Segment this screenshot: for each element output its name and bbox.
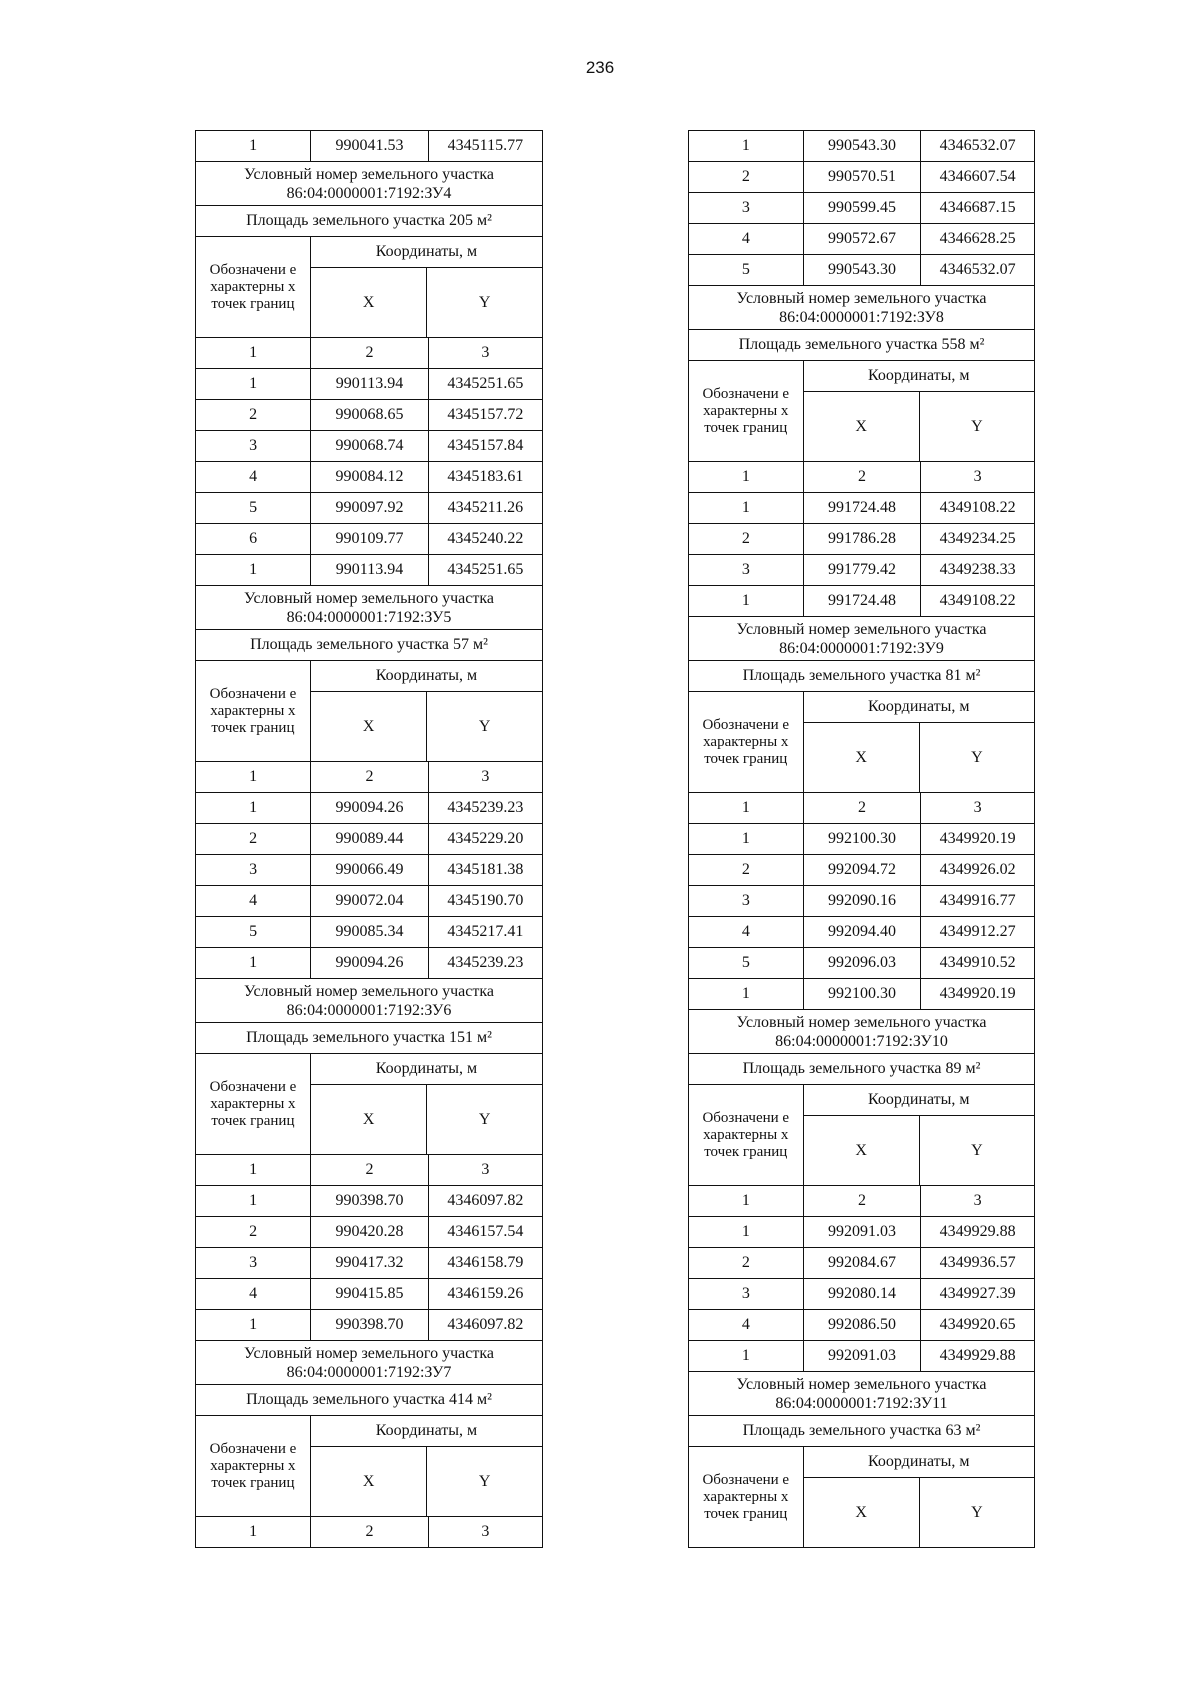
table-row <box>196 1217 542 1248</box>
parcel-title-label: Условный номер земельного участка <box>736 1375 987 1393</box>
point-number: 3 <box>741 199 750 216</box>
y-header: Y <box>919 1116 1034 1185</box>
coordinate-x: 990084.12 <box>310 462 428 492</box>
column-number: 1 <box>741 1192 750 1209</box>
point-number: 1 <box>741 137 750 154</box>
coordinate-y: 4349920.65 <box>920 1310 1034 1340</box>
parcel-title <box>196 586 542 629</box>
table-row <box>196 1186 542 1217</box>
coordinate-x: 992084.67 <box>803 1248 920 1278</box>
coordinates-header-label: Координаты, м <box>311 661 542 692</box>
column-number-row <box>196 1155 542 1186</box>
y-header: Y <box>919 392 1034 461</box>
table-row <box>689 555 1034 586</box>
coordinate-x: 991724.48 <box>803 586 920 616</box>
coordinate-x: 990420.28 <box>310 1217 428 1247</box>
coordinate-y: 4346158.79 <box>428 1248 542 1278</box>
table-row <box>689 1248 1034 1279</box>
coordinate-y: 4345157.72 <box>428 400 542 430</box>
column-number-row <box>689 793 1034 824</box>
coordinate-y: 4349916.77 <box>920 886 1034 916</box>
column-number-row <box>196 1517 542 1548</box>
coordinates-header <box>689 1085 1034 1186</box>
x-header: X <box>855 1141 867 1159</box>
column-number: 2 <box>310 1155 428 1185</box>
point-designation-header: Обозначени е характерны х точек границ <box>702 1109 790 1160</box>
point-number: 1 <box>249 1316 258 1333</box>
column-number: 2 <box>310 762 428 792</box>
column-number-row <box>196 762 542 793</box>
parcel-title <box>196 162 542 205</box>
coordinate-x: 992100.30 <box>803 824 920 854</box>
coordinate-y: 4349929.88 <box>920 1341 1034 1371</box>
point-designation-header: Обозначени е характерны х точек границ <box>702 1471 790 1522</box>
coordinates-header-group <box>310 1054 542 1154</box>
coordinate-x: 992094.40 <box>803 917 920 947</box>
coordinate-x: 990109.77 <box>310 524 428 554</box>
parcel-area: Площадь земельного участка 89 м² <box>742 1060 981 1077</box>
column-number-row <box>689 462 1034 493</box>
parcel-area: Площадь земельного участка 558 м² <box>738 336 985 353</box>
coordinate-x: 990066.49 <box>310 855 428 885</box>
parcel-title-label: Условный номер земельного участка <box>736 1013 987 1031</box>
coordinate-y: 4345239.23 <box>428 948 542 978</box>
table-row <box>196 462 542 493</box>
table-row <box>196 555 542 586</box>
point-number: 6 <box>249 530 258 547</box>
y-header: Y <box>426 692 542 761</box>
point-number: 1 <box>249 375 258 392</box>
table-row <box>689 131 1034 162</box>
parcel-title-row <box>689 1010 1034 1054</box>
parcel-area-row <box>689 661 1034 692</box>
parcel-area: Площадь земельного участка 414 м² <box>246 1391 492 1408</box>
coordinate-y: 4346157.54 <box>428 1217 542 1247</box>
cadastral-number: 86:04:0000001:7192:ЗУ5 <box>286 608 452 626</box>
table-row <box>196 1310 542 1341</box>
coordinates-header <box>196 1416 542 1517</box>
point-number: 3 <box>741 561 750 578</box>
column-number: 3 <box>428 762 542 792</box>
point-number: 1 <box>741 830 750 847</box>
table-row <box>196 886 542 917</box>
parcel-title-label: Условный номер земельного участка <box>244 1344 494 1362</box>
point-number: 4 <box>249 892 258 909</box>
parcel-title-label: Условный номер земельного участка <box>244 589 494 607</box>
page-number: 236 <box>585 58 615 77</box>
xy-header <box>804 723 1034 792</box>
xy-header <box>311 692 542 761</box>
parcel-title <box>196 1341 542 1384</box>
coordinates-header-group <box>803 692 1034 792</box>
table-row <box>689 493 1034 524</box>
column-number-row <box>689 1186 1034 1217</box>
column-number: 1 <box>249 768 258 785</box>
parcel-title-row <box>196 979 542 1023</box>
parcel-title-label: Условный номер земельного участка <box>736 620 987 638</box>
parcel-area-row <box>196 206 542 237</box>
point-number: 4 <box>741 230 750 247</box>
coordinates-table-right <box>688 130 1035 1548</box>
x-header: X <box>362 1472 375 1490</box>
coordinate-y: 4346607.54 <box>920 162 1034 192</box>
cadastral-number: 86:04:0000001:7192:ЗУ6 <box>286 1001 452 1019</box>
coordinate-y: 4349920.19 <box>920 979 1034 1009</box>
coordinate-y: 4345240.22 <box>428 524 542 554</box>
coordinate-y: 4349926.02 <box>920 855 1034 885</box>
table-row <box>196 1248 542 1279</box>
coordinate-x: 992091.03 <box>803 1217 920 1247</box>
parcel-title-label: Условный номер земельного участка <box>244 982 494 1000</box>
coordinates-header-label: Координаты, м <box>804 361 1034 392</box>
coordinates-header-group <box>310 661 542 761</box>
table-row <box>196 1279 542 1310</box>
coordinate-y: 4346532.07 <box>920 255 1034 285</box>
coordinate-x: 990085.34 <box>310 917 428 947</box>
table-row <box>196 793 542 824</box>
parcel-area: Площадь земельного участка 57 м² <box>250 636 488 653</box>
table-row <box>689 255 1034 286</box>
column-number: 1 <box>249 344 258 361</box>
table-row <box>689 586 1034 617</box>
column-number: 3 <box>428 1155 542 1185</box>
coordinate-x: 990094.26 <box>310 793 428 823</box>
x-header: X <box>855 1503 867 1521</box>
coordinate-x: 992090.16 <box>803 886 920 916</box>
point-number: 3 <box>741 892 750 909</box>
parcel-title <box>689 286 1034 329</box>
coordinates-header-label: Координаты, м <box>804 1447 1034 1478</box>
coordinates-header-label: Координаты, м <box>311 1416 542 1447</box>
parcel-title-row <box>689 1372 1034 1416</box>
parcel-title <box>689 1010 1034 1053</box>
coordinate-y: 4345251.65 <box>428 555 542 585</box>
coordinate-x: 990113.94 <box>310 555 428 585</box>
column-number: 3 <box>920 462 1034 492</box>
point-designation-header: Обозначени е характерны х точек границ <box>209 261 297 312</box>
cadastral-number: 86:04:0000001:7192:ЗУ10 <box>775 1032 948 1050</box>
point-number: 2 <box>741 861 750 878</box>
coordinate-x: 990094.26 <box>310 948 428 978</box>
table-row <box>689 524 1034 555</box>
coordinates-table-left <box>195 130 543 1548</box>
point-number: 5 <box>741 261 750 278</box>
coordinate-y: 4349927.39 <box>920 1279 1034 1309</box>
point-number: 1 <box>741 985 750 1002</box>
table-row <box>689 979 1034 1010</box>
coordinate-y: 4346159.26 <box>428 1279 542 1309</box>
table-row <box>689 162 1034 193</box>
coordinate-x: 990415.85 <box>310 1279 428 1309</box>
table-row <box>689 1341 1034 1372</box>
coordinate-y: 4345229.20 <box>428 824 542 854</box>
coordinate-x: 990572.67 <box>803 224 920 254</box>
parcel-area-row <box>689 330 1034 361</box>
column-number: 2 <box>310 1517 428 1547</box>
parcel-title-label: Условный номер земельного участка <box>244 165 494 183</box>
point-number: 2 <box>741 530 750 547</box>
coordinate-x: 992086.50 <box>803 1310 920 1340</box>
table-row <box>689 1310 1034 1341</box>
table-row <box>196 400 542 431</box>
point-designation-header: Обозначени е характерны х точек границ <box>702 716 790 767</box>
coordinate-x: 990398.70 <box>310 1186 428 1216</box>
column-number: 3 <box>428 1517 542 1547</box>
cadastral-number: 86:04:0000001:7192:ЗУ9 <box>779 639 944 657</box>
point-number: 1 <box>741 499 750 516</box>
coordinates-header-label: Координаты, м <box>804 692 1034 723</box>
column-number: 3 <box>920 1186 1034 1216</box>
coordinate-y: 4345181.38 <box>428 855 542 885</box>
point-number: 1 <box>741 1223 750 1240</box>
parcel-area: Площадь земельного участка 205 м² <box>246 212 492 229</box>
table-row <box>196 824 542 855</box>
coordinate-x: 990068.65 <box>310 400 428 430</box>
x-header: X <box>855 417 867 435</box>
coordinates-header <box>196 661 542 762</box>
parcel-title <box>196 979 542 1022</box>
parcel-title-row <box>196 586 542 630</box>
coordinate-x: 990113.94 <box>310 369 428 399</box>
coordinate-y: 4346532.07 <box>920 131 1034 161</box>
point-number: 5 <box>741 954 750 971</box>
xy-header <box>311 268 542 337</box>
coordinate-y: 4349108.22 <box>920 493 1034 523</box>
xy-header <box>804 1478 1034 1547</box>
parcel-area-row <box>196 630 542 661</box>
coordinates-header <box>196 237 542 338</box>
coordinates-header-group <box>310 1416 542 1516</box>
coordinate-y: 4346097.82 <box>428 1186 542 1216</box>
y-header: Y <box>919 1478 1034 1547</box>
coordinates-header <box>689 692 1034 793</box>
coordinate-x: 992096.03 <box>803 948 920 978</box>
table-row <box>689 917 1034 948</box>
parcel-title-row <box>196 162 542 206</box>
column-number: 2 <box>803 1186 920 1216</box>
point-number: 4 <box>741 923 750 940</box>
coordinate-x: 990097.92 <box>310 493 428 523</box>
coordinate-y: 4349910.52 <box>920 948 1034 978</box>
point-number: 3 <box>249 437 258 454</box>
parcel-title-label: Условный номер земельного участка <box>736 289 987 307</box>
x-header: X <box>362 293 375 311</box>
point-number: 1 <box>741 1347 750 1364</box>
coordinate-y: 4349929.88 <box>920 1217 1034 1247</box>
table-row <box>689 948 1034 979</box>
coordinate-x: 990072.04 <box>310 886 428 916</box>
coordinate-y: 4345211.26 <box>428 493 542 523</box>
coordinate-x: 990570.51 <box>803 162 920 192</box>
coordinate-x: 992094.72 <box>803 855 920 885</box>
x-header: X <box>855 748 867 766</box>
point-designation-header: Обозначени е характерны х точек границ <box>209 1078 297 1129</box>
table-row <box>196 131 542 162</box>
cadastral-number: 86:04:0000001:7192:ЗУ8 <box>779 308 944 326</box>
coordinate-x: 991786.28 <box>803 524 920 554</box>
coordinate-y: 4346097.82 <box>428 1310 542 1340</box>
point-number: 3 <box>249 861 258 878</box>
cadastral-number: 86:04:0000001:7192:ЗУ4 <box>286 184 452 202</box>
column-number: 1 <box>741 468 750 485</box>
xy-header <box>804 392 1034 461</box>
coordinate-y: 4345190.70 <box>428 886 542 916</box>
coordinates-header <box>196 1054 542 1155</box>
column-number: 2 <box>310 338 428 368</box>
coordinate-y: 4345251.65 <box>428 369 542 399</box>
coordinates-header <box>689 1447 1034 1548</box>
point-number: 4 <box>249 1285 258 1302</box>
coordinate-x: 992080.14 <box>803 1279 920 1309</box>
point-number: 5 <box>249 923 258 940</box>
table-row <box>196 524 542 555</box>
coordinates-header-group <box>803 1085 1034 1185</box>
table-row <box>689 1217 1034 1248</box>
point-number: 1 <box>249 1192 258 1209</box>
column-number: 3 <box>920 793 1034 823</box>
column-number: 1 <box>249 1161 258 1178</box>
table-row <box>196 855 542 886</box>
point-number: 3 <box>249 1254 258 1271</box>
coordinate-y: 4349936.57 <box>920 1248 1034 1278</box>
parcel-area-row <box>196 1023 542 1054</box>
point-designation-header: Обозначени е характерны х точек границ <box>209 1440 297 1491</box>
cadastral-number: 86:04:0000001:7192:ЗУ7 <box>286 1363 452 1381</box>
point-number: 1 <box>741 592 750 609</box>
point-designation-header: Обозначени е характерны х точек границ <box>702 385 790 436</box>
coordinates-header <box>689 361 1034 462</box>
coordinate-y: 4349912.27 <box>920 917 1034 947</box>
coordinate-x: 990068.74 <box>310 431 428 461</box>
parcel-title-row <box>689 617 1034 661</box>
column-number: 3 <box>428 338 542 368</box>
coordinate-y: 4345183.61 <box>428 462 542 492</box>
xy-header <box>311 1085 542 1154</box>
point-designation-header: Обозначени е характерны х точек границ <box>209 685 297 736</box>
point-number: 2 <box>249 830 258 847</box>
coordinate-y: 4346687.15 <box>920 193 1034 223</box>
table-row <box>196 917 542 948</box>
y-header: Y <box>426 1447 542 1516</box>
coordinate-x: 990417.32 <box>310 1248 428 1278</box>
coordinate-y: 4349234.25 <box>920 524 1034 554</box>
parcel-title-row <box>689 286 1034 330</box>
parcel-area-row <box>196 1385 542 1416</box>
xy-header <box>804 1116 1034 1185</box>
table-row <box>689 824 1034 855</box>
coordinate-x: 990089.44 <box>310 824 428 854</box>
coordinate-y: 4345239.23 <box>428 793 542 823</box>
parcel-area: Площадь земельного участка 151 м² <box>246 1029 492 1046</box>
coordinates-header-group <box>310 237 542 337</box>
coordinate-x: 992091.03 <box>803 1341 920 1371</box>
coordinate-x: 990041.53 <box>310 131 428 161</box>
column-number-row <box>196 338 542 369</box>
table-row <box>196 948 542 979</box>
point-number: 5 <box>249 499 258 516</box>
coordinates-header-group <box>803 1447 1034 1547</box>
coordinate-y: 4345217.41 <box>428 917 542 947</box>
coordinate-y: 4345115.77 <box>428 131 542 161</box>
table-row <box>196 493 542 524</box>
coordinate-x: 990543.30 <box>803 131 920 161</box>
column-number: 1 <box>249 1523 258 1540</box>
y-header: Y <box>919 723 1034 792</box>
point-number: 4 <box>741 1316 750 1333</box>
table-row <box>196 369 542 400</box>
cadastral-number: 86:04:0000001:7192:ЗУ11 <box>775 1394 948 1412</box>
coordinate-y: 4349238.33 <box>920 555 1034 585</box>
point-number: 2 <box>249 1223 258 1240</box>
coordinate-y: 4349108.22 <box>920 586 1034 616</box>
coordinate-y: 4345157.84 <box>428 431 542 461</box>
coordinates-header-label: Координаты, м <box>311 1054 542 1085</box>
point-number: 1 <box>249 561 258 578</box>
point-number: 2 <box>741 1254 750 1271</box>
table-row <box>196 431 542 462</box>
table-row <box>689 193 1034 224</box>
coordinate-x: 990543.30 <box>803 255 920 285</box>
coordinates-header-label: Координаты, м <box>804 1085 1034 1116</box>
coordinate-x: 992100.30 <box>803 979 920 1009</box>
table-row <box>689 224 1034 255</box>
column-number: 1 <box>741 799 750 816</box>
table-row <box>689 855 1034 886</box>
point-number: 1 <box>249 137 258 154</box>
parcel-title-row <box>196 1341 542 1385</box>
coordinates-header-label: Координаты, м <box>311 237 542 268</box>
coordinate-x: 991724.48 <box>803 493 920 523</box>
parcel-area-row <box>689 1054 1034 1085</box>
column-number: 2 <box>803 793 920 823</box>
point-number: 2 <box>249 406 258 423</box>
coordinate-y: 4349920.19 <box>920 824 1034 854</box>
coordinate-x: 990398.70 <box>310 1310 428 1340</box>
column-number: 2 <box>803 462 920 492</box>
point-number: 1 <box>249 954 258 971</box>
parcel-title <box>689 1372 1034 1415</box>
point-number: 4 <box>249 468 258 485</box>
parcel-area-row <box>689 1416 1034 1447</box>
parcel-title <box>689 617 1034 660</box>
parcel-area: Площадь земельного участка 63 м² <box>742 1422 981 1439</box>
table-row <box>689 886 1034 917</box>
point-number: 2 <box>741 168 750 185</box>
xy-header <box>311 1447 542 1516</box>
x-header: X <box>362 717 375 735</box>
x-header: X <box>362 1110 375 1128</box>
point-number: 3 <box>741 1285 750 1302</box>
coordinate-x: 990599.45 <box>803 193 920 223</box>
y-header: Y <box>426 268 542 337</box>
coordinate-x: 991779.42 <box>803 555 920 585</box>
parcel-area: Площадь земельного участка 81 м² <box>742 667 981 684</box>
point-number: 1 <box>249 799 258 816</box>
coordinate-y: 4346628.25 <box>920 224 1034 254</box>
y-header: Y <box>426 1085 542 1154</box>
table-row <box>689 1279 1034 1310</box>
coordinates-header-group <box>803 361 1034 461</box>
